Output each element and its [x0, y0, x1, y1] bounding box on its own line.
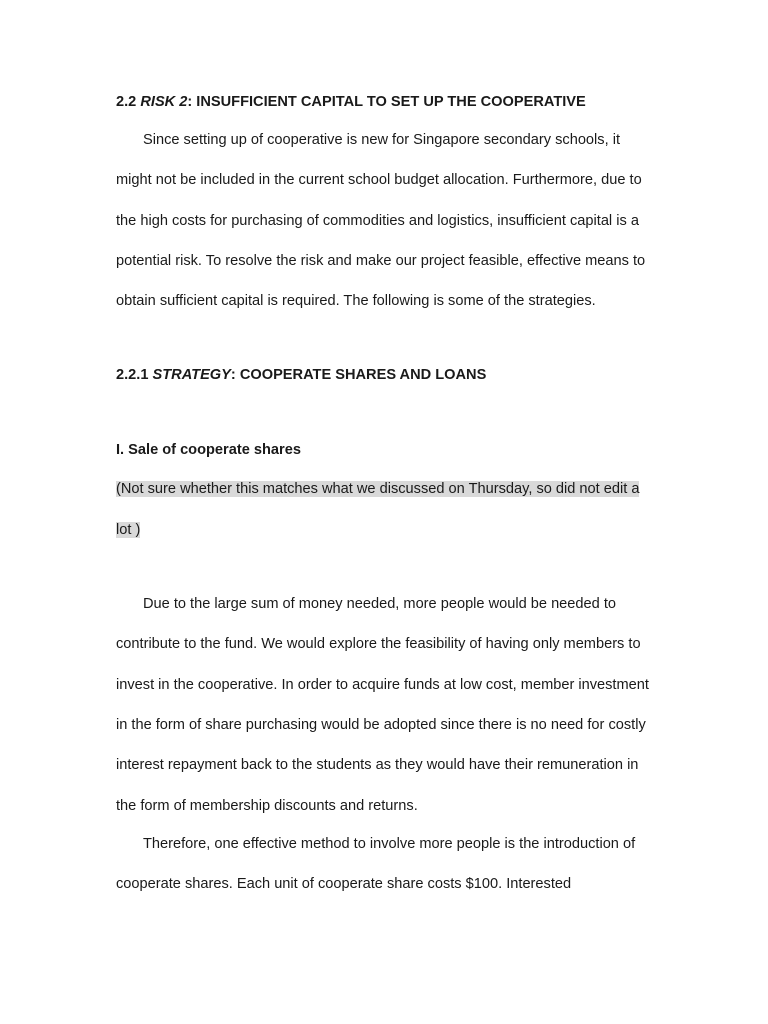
document-page: [116, 92, 656, 904]
subsection-heading: [116, 365, 656, 385]
subsection-strategy-label: STRATEGY: [152, 367, 231, 384]
highlighted-note: (Not sure whether this matches what we discussed on Thursday, so did not edit a lot ): [116, 481, 640, 538]
section-title: : INSUFFICIENT CAPITAL TO SET UP THE COOPERATIVE: [187, 94, 586, 110]
paragraph-capital-risk: Since setting up of cooperative is new for Singapore secondary schools, it might not be included in the current school budget allocation. Furthermore, due to the high costs for purchasing of commodities and logistics, insufficient capital is a potential risk. To resolve the risk and make our project feasible, effective means to obtain sufficient capital is required. The following is some of the strategies.: [116, 132, 646, 310]
section-risk-label: RISK 2: [140, 94, 188, 110]
subsection-number: 2.2.1: [116, 367, 153, 384]
comment-note: [116, 469, 656, 550]
paragraph-cooperate-shares: Therefore, one effective method to involve more people is the introduction of cooperate shares. Each unit of cooperate share costs $100. Interested: [116, 835, 636, 893]
section-heading: [116, 92, 656, 112]
subsection-title: : COOPERATE SHARES AND LOANS: [230, 367, 487, 384]
item-heading: I. Sale of cooperate shares: [116, 442, 301, 459]
paragraph-member-investment: Due to the large sum of money needed, more people would be needed to contribute to the fund. We would explore the feasibility of having only members to invest in the cooperative. In order to acquire funds at low cost, member investment in the form of share purchasing would be adopted since there is no need for costly interest repayment back to the students as they would have their remuneration in the form of membership discounts and returns.: [116, 596, 649, 814]
section-number: 2.2: [116, 94, 141, 110]
